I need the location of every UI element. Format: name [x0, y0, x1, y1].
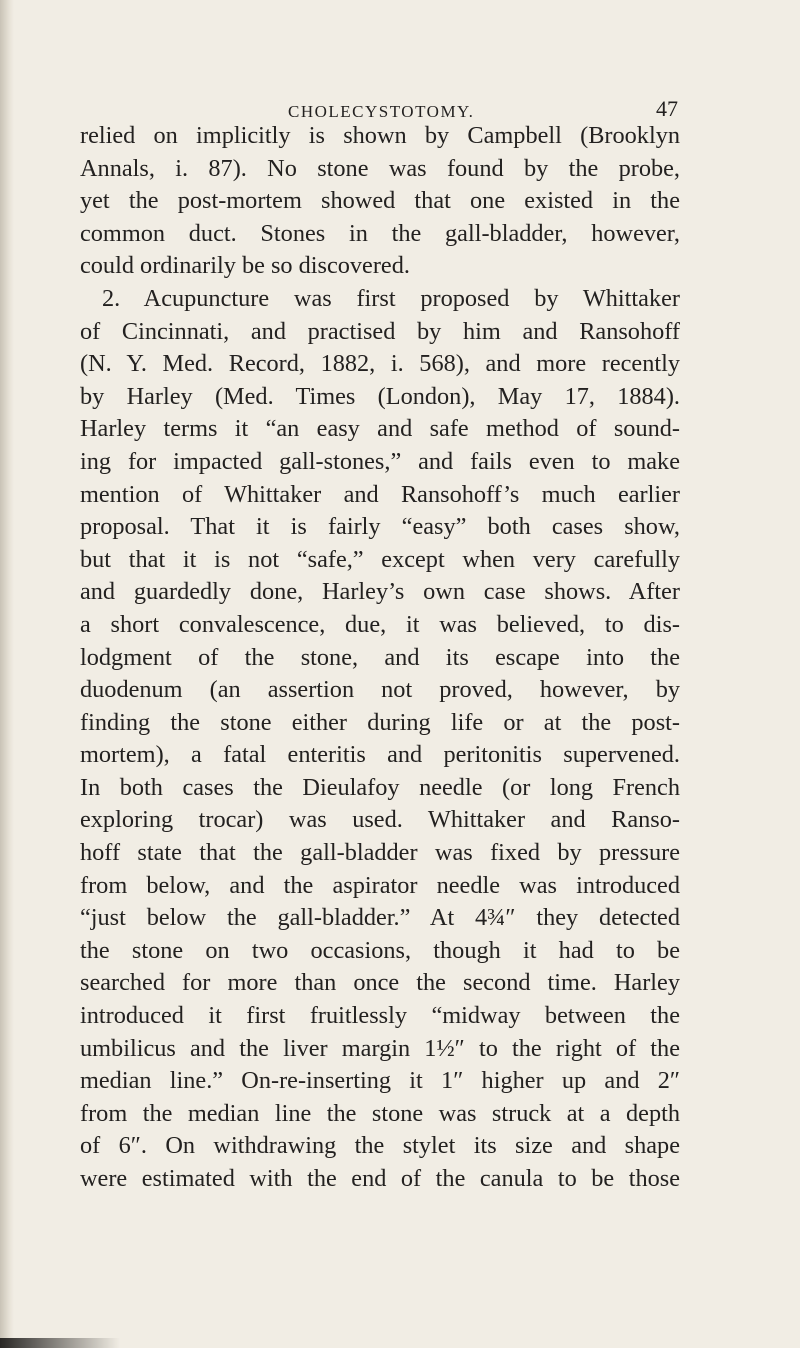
- page-spine-shadow: [0, 0, 14, 1348]
- text-line: of 6″. On withdrawing the stylet its size and shape: [80, 1132, 680, 1160]
- text-line: common duct. Stones in the gall-bladder, however,: [80, 219, 680, 247]
- text-line: lodgment of the stone, and its escape into the: [80, 643, 680, 671]
- text-line: hoff state that the gall-bladder was fixed by pressure: [80, 839, 680, 867]
- text-line: and guardedly done, Harley’s own case shows. After: [80, 578, 680, 606]
- text-line: exploring trocar) was used. Whittaker and Ranso-: [80, 806, 680, 834]
- text-line: searched for more than once the second time. Harley: [80, 969, 680, 997]
- text-line: “just below the gall-bladder.” At 4¾″ they detected: [80, 904, 680, 932]
- running-title: CHOLECYSTOTOMY.: [288, 102, 475, 121]
- text-line: proposal. That it is fairly “easy” both cases show,: [80, 513, 680, 541]
- text-line: umbilicus and the liver margin 1½″ to the right of the: [80, 1034, 680, 1062]
- text-line: Annals, i. 87). No stone was found by the probe,: [80, 154, 680, 182]
- text-line: could ordinarily be so discovered.: [80, 252, 410, 280]
- text-line: by Harley (Med. Times (London), May 17, 1884).: [80, 382, 680, 410]
- text-line: the stone on two occasions, though it had to be: [80, 936, 680, 964]
- page-edge-shadow: [0, 1338, 120, 1348]
- body-text: [80, 120, 680, 1196]
- text-line: ing for impacted gall-stones,” and fails even to make: [80, 447, 680, 475]
- text-line: from below, and the aspirator needle was introduced: [80, 871, 680, 899]
- text-line: but that it is not “safe,” except when very carefully: [80, 545, 680, 573]
- text-line: were estimated with the end of the canula to be those: [80, 1165, 680, 1192]
- text-line: (N. Y. Med. Record, 1882, i. 568), and more recently: [80, 350, 680, 378]
- text-line: of Cincinnati, and practised by him and Ransohoff: [80, 317, 680, 345]
- text-line: from the median line the stone was struck at a depth: [80, 1099, 680, 1127]
- text-line: mortem), a fatal enteritis and peritonitis supervened.: [80, 741, 680, 769]
- text-line: a short convalescence, due, it was believed, to dis-: [80, 610, 680, 638]
- text-line: Harley terms it “an easy and safe method of sound-: [80, 415, 680, 443]
- text-line: median line.” On-re-inserting it 1″ higher up and 2″: [80, 1067, 680, 1095]
- page-number: 47: [656, 96, 678, 121]
- text-line: 2. Acupuncture was first proposed by Whittaker: [102, 284, 680, 312]
- text-line: finding the stone either during life or at the post-: [80, 708, 680, 736]
- text-line: duodenum (an assertion not proved, however, by: [80, 676, 680, 704]
- text-line: relied on implicitly is shown by Campbell (Brooklyn: [80, 122, 680, 149]
- text-line: mention of Whittaker and Ransohoff’s much earlier: [80, 480, 680, 508]
- text-line: introduced it first fruitlessly “midway between the: [80, 1002, 680, 1030]
- text-line: yet the post-mortem showed that one existed in the: [80, 187, 680, 215]
- text-line: In both cases the Dieulafoy needle (or long French: [80, 773, 680, 801]
